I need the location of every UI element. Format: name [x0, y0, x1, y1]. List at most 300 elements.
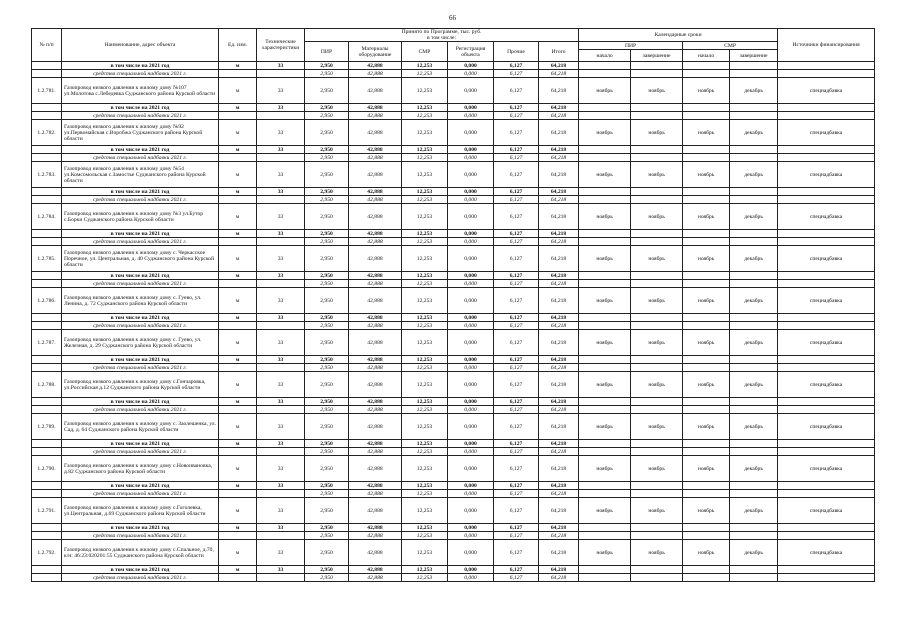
- cell-smr-start: ноябрь: [683, 246, 730, 272]
- cell-other: 6,127: [494, 238, 539, 246]
- cell-pir: 2,950: [305, 78, 349, 104]
- cell-empty: [32, 524, 62, 532]
- cell-pir: 2,950: [305, 448, 349, 456]
- cell-empty: [631, 112, 683, 120]
- cell-registration: 0,000: [448, 406, 494, 414]
- cell-tech: 33: [257, 146, 305, 154]
- table-row-special: [32, 196, 875, 204]
- label-special: средства специальной надбавки 2021 г.: [62, 322, 219, 330]
- cell-other: 6,127: [494, 440, 539, 448]
- cell-smr-start: ноябрь: [683, 288, 730, 314]
- table-row-2021: [32, 398, 875, 406]
- cell-smr: 12,253: [402, 196, 448, 204]
- cell-total: 64,218: [539, 322, 579, 330]
- table-row-2021: [32, 62, 875, 70]
- cell-pir-end: ноябрь: [631, 372, 683, 398]
- cell-total: 64,218: [539, 78, 579, 104]
- cell-smr: 12,253: [402, 70, 448, 78]
- cell-empty: [257, 112, 305, 120]
- cell-pir-start: ноябрь: [579, 372, 631, 398]
- cell-materials: 42,888: [349, 162, 402, 188]
- cell-empty: [32, 440, 62, 448]
- cell-other: 6,127: [494, 524, 539, 532]
- object-number: 1.2.785.: [32, 246, 62, 272]
- cell-empty: [730, 524, 778, 532]
- cell-pir: 2,950: [305, 120, 349, 146]
- header-smr-end: завершение: [730, 50, 778, 62]
- cell-empty: [631, 532, 683, 540]
- cell-empty: [778, 104, 875, 112]
- cell-total: 64,218: [539, 104, 579, 112]
- cell-empty: [579, 364, 631, 372]
- cell-empty: [32, 574, 62, 582]
- cell-empty: [631, 196, 683, 204]
- cell-other: 6,127: [494, 188, 539, 196]
- cell-registration: 0,000: [448, 330, 494, 356]
- cell-materials: 42,888: [349, 540, 402, 566]
- cell-smr: 12,253: [402, 146, 448, 154]
- cell-empty: [631, 230, 683, 238]
- cell-pir-end: ноябрь: [631, 204, 683, 230]
- cell-empty: [730, 112, 778, 120]
- cell-registration: 0,000: [448, 112, 494, 120]
- cell-empty: [32, 104, 62, 112]
- cell-empty: [32, 196, 62, 204]
- cell-other: 6,127: [494, 482, 539, 490]
- cell-empty: [683, 154, 730, 162]
- cell-empty: [730, 532, 778, 540]
- cell-total: 64,218: [539, 364, 579, 372]
- cell-materials: 42,888: [349, 230, 402, 238]
- cell-empty: [579, 272, 631, 280]
- cell-smr: 12,253: [402, 280, 448, 288]
- label-special: средства специальной надбавки 2021 г.: [62, 280, 219, 288]
- cell-registration: 0,000: [448, 482, 494, 490]
- cell-empty: [579, 448, 631, 456]
- cell-empty: [730, 406, 778, 414]
- cell-pir: 2,950: [305, 196, 349, 204]
- cell-other: 6,127: [494, 230, 539, 238]
- cell-smr: 12,253: [402, 566, 448, 574]
- cell-smr: 12,253: [402, 482, 448, 490]
- label-in-2021: в том числе на 2021 год: [62, 188, 219, 196]
- cell-other: 6,127: [494, 456, 539, 482]
- cell-empty: [778, 482, 875, 490]
- cell-empty: [219, 196, 257, 204]
- cell-smr: 12,253: [402, 272, 448, 280]
- cell-empty: [579, 490, 631, 498]
- cell-empty: [257, 322, 305, 330]
- cell-materials: 42,888: [349, 330, 402, 356]
- header-materials: Материалы оборудование: [349, 42, 402, 62]
- cell-empty: [683, 238, 730, 246]
- cell-pir: 2,950: [305, 524, 349, 532]
- cell-empty: [683, 112, 730, 120]
- cell-empty: [730, 364, 778, 372]
- cell-tech: 33: [257, 78, 305, 104]
- cell-total: 64,218: [539, 540, 579, 566]
- cell-registration: 0,000: [448, 524, 494, 532]
- cell-total: 64,218: [539, 448, 579, 456]
- cell-other: 6,127: [494, 566, 539, 574]
- cell-empty: [778, 448, 875, 456]
- cell-pir: 2,950: [305, 288, 349, 314]
- cell-empty: [579, 574, 631, 582]
- cell-unit: м: [219, 440, 257, 448]
- table-row-special: [32, 364, 875, 372]
- cell-empty: [730, 230, 778, 238]
- cell-smr: 12,253: [402, 406, 448, 414]
- cell-total: 64,218: [539, 440, 579, 448]
- cell-other: 6,127: [494, 330, 539, 356]
- cell-empty: [730, 566, 778, 574]
- cell-smr: 12,253: [402, 356, 448, 364]
- cell-smr-start: ноябрь: [683, 204, 730, 230]
- cell-tech: 33: [257, 272, 305, 280]
- cell-empty: [730, 356, 778, 364]
- table-row-object: [32, 120, 875, 146]
- cell-tech: 33: [257, 288, 305, 314]
- cell-other: 6,127: [494, 246, 539, 272]
- cell-smr: 12,253: [402, 574, 448, 582]
- cell-empty: [257, 280, 305, 288]
- cell-tech: 33: [257, 204, 305, 230]
- cell-total: 64,218: [539, 482, 579, 490]
- cell-empty: [32, 398, 62, 406]
- cell-empty: [32, 280, 62, 288]
- label-special: средства специальной надбавки 2021 г.: [62, 406, 219, 414]
- cell-pir: 2,950: [305, 566, 349, 574]
- cell-empty: [32, 566, 62, 574]
- object-name: Газопровод низкого давления к жилому дому с.Гончаровка, ул.Российская д.12 Суджанского района Курской области: [62, 372, 219, 398]
- cell-empty: [778, 146, 875, 154]
- cell-other: 6,127: [494, 120, 539, 146]
- cell-empty: [631, 154, 683, 162]
- cell-pir: 2,950: [305, 154, 349, 162]
- cell-smr: 12,253: [402, 364, 448, 372]
- cell-empty: [579, 398, 631, 406]
- cell-pir-end: ноябрь: [631, 288, 683, 314]
- cell-other: 6,127: [494, 414, 539, 440]
- label-special: средства специальной надбавки 2021 г.: [62, 238, 219, 246]
- cell-pir: 2,950: [305, 62, 349, 70]
- cell-registration: 0,000: [448, 532, 494, 540]
- table-row-object: [32, 330, 875, 356]
- cell-empty: [778, 490, 875, 498]
- cell-pir: 2,950: [305, 364, 349, 372]
- cell-empty: [32, 322, 62, 330]
- cell-smr-end: декабрь: [730, 162, 778, 188]
- cell-empty: [683, 272, 730, 280]
- cell-smr-start: ноябрь: [683, 330, 730, 356]
- cell-empty: [32, 112, 62, 120]
- cell-pir: 2,950: [305, 238, 349, 246]
- cell-materials: 42,888: [349, 322, 402, 330]
- cell-other: 6,127: [494, 574, 539, 582]
- cell-pir-start: ноябрь: [579, 288, 631, 314]
- cell-other: 6,127: [494, 146, 539, 154]
- cell-other: 6,127: [494, 104, 539, 112]
- cell-registration: 0,000: [448, 440, 494, 448]
- cell-materials: 42,888: [349, 490, 402, 498]
- cell-total: 64,218: [539, 532, 579, 540]
- cell-empty: [778, 406, 875, 414]
- cell-empty: [730, 398, 778, 406]
- cell-other: 6,127: [494, 78, 539, 104]
- cell-other: 6,127: [494, 356, 539, 364]
- program-table: [31, 28, 875, 582]
- cell-smr-end: декабрь: [730, 288, 778, 314]
- cell-materials: 42,888: [349, 398, 402, 406]
- cell-pir: 2,950: [305, 230, 349, 238]
- cell-pir-start: ноябрь: [579, 540, 631, 566]
- table-row-special: [32, 238, 875, 246]
- cell-smr: 12,253: [402, 188, 448, 196]
- cell-total: 64,218: [539, 288, 579, 314]
- header-calendar: Календарные сроки: [579, 29, 778, 42]
- table-row-2021: [32, 272, 875, 280]
- cell-empty: [631, 524, 683, 532]
- cell-total: 64,218: [539, 566, 579, 574]
- label-in-2021: в том числе на 2021 год: [62, 104, 219, 112]
- cell-pir: 2,950: [305, 112, 349, 120]
- cell-smr: 12,253: [402, 440, 448, 448]
- cell-smr-end: декабрь: [730, 204, 778, 230]
- cell-registration: 0,000: [448, 364, 494, 372]
- cell-smr: 12,253: [402, 398, 448, 406]
- cell-other: 6,127: [494, 204, 539, 230]
- object-name: Газопровод низкого давления к жилому дому с.Спальное, д.70, к/н: 46:23:020201:55 Суджанского района Курской области: [62, 540, 219, 566]
- cell-empty: [778, 196, 875, 204]
- cell-empty: [257, 196, 305, 204]
- cell-empty: [579, 238, 631, 246]
- cell-tech: 33: [257, 230, 305, 238]
- cell-source: спецнадбавка: [778, 414, 875, 440]
- cell-total: 64,218: [539, 280, 579, 288]
- cell-materials: 42,888: [349, 364, 402, 372]
- cell-empty: [683, 364, 730, 372]
- header-tech: Технические характеристики: [257, 29, 305, 62]
- cell-materials: 42,888: [349, 524, 402, 532]
- cell-other: 6,127: [494, 448, 539, 456]
- cell-total: 64,218: [539, 314, 579, 322]
- cell-empty: [631, 104, 683, 112]
- cell-materials: 42,888: [349, 238, 402, 246]
- cell-empty: [579, 112, 631, 120]
- cell-unit: м: [219, 372, 257, 398]
- cell-empty: [579, 482, 631, 490]
- cell-other: 6,127: [494, 540, 539, 566]
- cell-pir: 2,950: [305, 414, 349, 440]
- cell-tech: 33: [257, 62, 305, 70]
- cell-pir-start: ноябрь: [579, 414, 631, 440]
- cell-other: 6,127: [494, 498, 539, 524]
- table-row-special: [32, 112, 875, 120]
- cell-smr: 12,253: [402, 524, 448, 532]
- cell-materials: 42,888: [349, 154, 402, 162]
- cell-materials: 42,888: [349, 440, 402, 448]
- cell-smr: 12,253: [402, 104, 448, 112]
- cell-empty: [778, 230, 875, 238]
- cell-empty: [683, 104, 730, 112]
- cell-empty: [257, 238, 305, 246]
- cell-registration: 0,000: [448, 230, 494, 238]
- label-special: средства специальной надбавки 2021 г.: [62, 574, 219, 582]
- cell-pir: 2,950: [305, 356, 349, 364]
- cell-empty: [219, 406, 257, 414]
- header-other: Прочие: [494, 42, 539, 62]
- cell-empty: [683, 196, 730, 204]
- cell-empty: [631, 490, 683, 498]
- cell-smr: 12,253: [402, 204, 448, 230]
- object-name: Газопровод низкого давления к жилому дому №3 ул.Бутор с.Борки Суджанского района Курской области: [62, 204, 219, 230]
- cell-empty: [32, 314, 62, 322]
- cell-empty: [579, 146, 631, 154]
- cell-pir: 2,950: [305, 456, 349, 482]
- cell-tech: 33: [257, 330, 305, 356]
- cell-empty: [778, 188, 875, 196]
- cell-total: 64,218: [539, 120, 579, 146]
- object-name: Газопровод низкого давления к жилому дому с. Черкасское Поречное, ул. Центральная, д. 40 Суджанского района Курской области: [62, 246, 219, 272]
- header-pir: ПИР: [305, 42, 349, 62]
- cell-smr: 12,253: [402, 540, 448, 566]
- cell-empty: [257, 574, 305, 582]
- cell-empty: [32, 532, 62, 540]
- cell-smr-end: декабрь: [730, 330, 778, 356]
- cell-smr: 12,253: [402, 154, 448, 162]
- header-program-price: [305, 29, 579, 42]
- table-row-2021: [32, 566, 875, 574]
- cell-smr-end: декабрь: [730, 498, 778, 524]
- cell-empty: [219, 154, 257, 162]
- object-name: Газопровод низкого давления к жилому дому №54 ул.Комсомольская с.Замостье Суджанского района Курской области: [62, 162, 219, 188]
- label-special: средства специальной надбавки 2021 г.: [62, 364, 219, 372]
- cell-empty: [631, 398, 683, 406]
- cell-empty: [730, 188, 778, 196]
- cell-unit: м: [219, 146, 257, 154]
- cell-empty: [631, 574, 683, 582]
- table-header: [32, 29, 875, 62]
- cell-total: 64,218: [539, 146, 579, 154]
- cell-empty: [631, 364, 683, 372]
- cell-empty: [579, 188, 631, 196]
- cell-tech: 33: [257, 540, 305, 566]
- cell-pir: 2,950: [305, 482, 349, 490]
- object-name: Газопровод низкого давления к жилому дому с. Заолешенка, ул. Сад, д. 64 Суджанского района Курской области: [62, 414, 219, 440]
- cell-empty: [778, 440, 875, 448]
- cell-empty: [778, 356, 875, 364]
- cell-materials: 42,888: [349, 280, 402, 288]
- cell-total: 64,218: [539, 330, 579, 356]
- cell-smr: 12,253: [402, 456, 448, 482]
- cell-unit: м: [219, 314, 257, 322]
- cell-empty: [631, 322, 683, 330]
- page-number: 66: [449, 14, 456, 22]
- label-special: средства специальной надбавки 2021 г.: [62, 196, 219, 204]
- table-row-special: [32, 280, 875, 288]
- cell-smr: 12,253: [402, 490, 448, 498]
- label-special: средства специальной надбавки 2021 г.: [62, 448, 219, 456]
- object-name: Газопровод низкого давления к жилому дому №92 ул.Первомайская с.Воробжа Суджанского района Курской области: [62, 120, 219, 146]
- cell-pir: 2,950: [305, 246, 349, 272]
- object-name: Газопровод низкого давления к жилому дому с.Гоголевка, ул.Центральная, д.69 Суджанского района Курской области: [62, 498, 219, 524]
- cell-empty: [257, 154, 305, 162]
- table-row-object: [32, 246, 875, 272]
- cell-empty: [32, 406, 62, 414]
- table-row-2021: [32, 356, 875, 364]
- cell-registration: 0,000: [448, 498, 494, 524]
- cell-materials: 42,888: [349, 146, 402, 154]
- cell-empty: [778, 280, 875, 288]
- cell-empty: [683, 524, 730, 532]
- cell-empty: [683, 280, 730, 288]
- cell-other: 6,127: [494, 62, 539, 70]
- cell-registration: 0,000: [448, 398, 494, 406]
- cell-smr-start: ноябрь: [683, 414, 730, 440]
- cell-pir-end: ноябрь: [631, 120, 683, 146]
- cell-empty: [631, 188, 683, 196]
- cell-smr: 12,253: [402, 448, 448, 456]
- cell-empty: [219, 112, 257, 120]
- cell-empty: [631, 448, 683, 456]
- cell-smr: 12,253: [402, 314, 448, 322]
- cell-source: спецнадбавка: [778, 204, 875, 230]
- table-row-object: [32, 288, 875, 314]
- cell-total: 64,218: [539, 272, 579, 280]
- table-row-object: [32, 78, 875, 104]
- cell-empty: [579, 566, 631, 574]
- cell-tech: 33: [257, 246, 305, 272]
- cell-empty: [219, 238, 257, 246]
- cell-pir-end: ноябрь: [631, 414, 683, 440]
- cell-unit: м: [219, 288, 257, 314]
- cell-smr-start: ноябрь: [683, 540, 730, 566]
- table-row-special: [32, 70, 875, 78]
- cell-pir: 2,950: [305, 188, 349, 196]
- cell-pir-end: ноябрь: [631, 540, 683, 566]
- cell-smr: 12,253: [402, 288, 448, 314]
- label-special: средства специальной надбавки 2021 г.: [62, 70, 219, 78]
- cell-tech: 33: [257, 414, 305, 440]
- cell-smr-end: декабрь: [730, 456, 778, 482]
- cell-smr: 12,253: [402, 322, 448, 330]
- cell-other: 6,127: [494, 70, 539, 78]
- cell-unit: м: [219, 62, 257, 70]
- cell-materials: 42,888: [349, 70, 402, 78]
- cell-registration: 0,000: [448, 238, 494, 246]
- cell-empty: [730, 314, 778, 322]
- cell-total: 64,218: [539, 154, 579, 162]
- cell-pir-end: ноябрь: [631, 498, 683, 524]
- cell-empty: [631, 482, 683, 490]
- cell-other: 6,127: [494, 532, 539, 540]
- table-row-2021: [32, 188, 875, 196]
- cell-total: 64,218: [539, 188, 579, 196]
- cell-unit: м: [219, 120, 257, 146]
- cell-unit: м: [219, 162, 257, 188]
- cell-empty: [579, 314, 631, 322]
- table-row-2021: [32, 146, 875, 154]
- cell-source: спецнадбавка: [778, 540, 875, 566]
- cell-materials: 42,888: [349, 104, 402, 112]
- cell-pir: 2,950: [305, 330, 349, 356]
- cell-empty: [579, 440, 631, 448]
- cell-pir: 2,950: [305, 490, 349, 498]
- cell-smr: 12,253: [402, 372, 448, 398]
- cell-pir-start: ноябрь: [579, 330, 631, 356]
- cell-pir-end: ноябрь: [631, 330, 683, 356]
- object-name: Газопровод низкого давления к жилому дому с. Гуево, ул. Ленина, д. 72 Суджанского района Курской области: [62, 288, 219, 314]
